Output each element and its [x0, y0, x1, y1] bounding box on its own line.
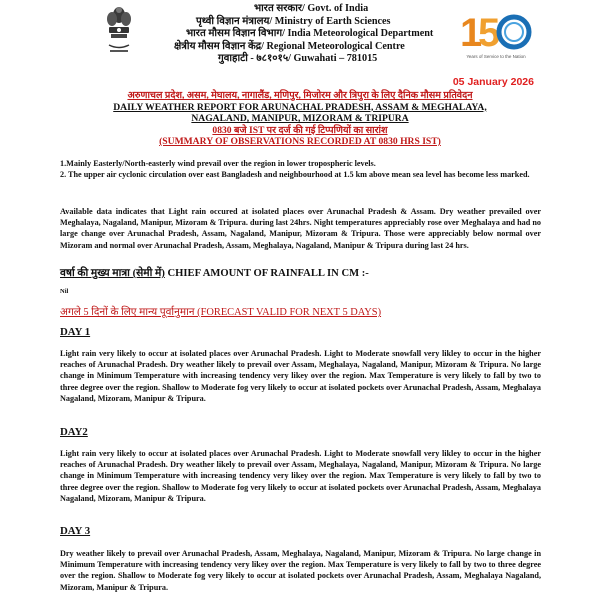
title-english-line2: NAGALAND, MANIPUR, MIZORAM & TRIPURA: [191, 113, 409, 124]
day-3-text: Dry weather likely to prevail over Arunachal Pradesh, Assam, Meghalaya, Nagaland, Manipur, Mizoram & Tripura. No large change in Minimum Temperature with increasing tendency very likey over the region. Max Temperature is very likely to fall by two to three degree over the region. Shallow to Moderate fog very likely to occur at isolated pockets over Arunachal Pradesh, Assam, Meghalaya Nagaland, Mizoram, Manipur & Tripura.: [60, 549, 541, 592]
svg-text:1: 1: [460, 11, 483, 55]
day-1-heading: DAY 1: [60, 326, 91, 338]
svg-text:5: 5: [478, 11, 501, 55]
day-3-heading: DAY 3: [60, 525, 91, 537]
day-3-forecast: [60, 548, 541, 593]
rainfall-heading-english: CHIEF AMOUNT OF RAINFALL IN CM :-: [167, 268, 369, 279]
summary-hindi: 0830 बजे IST पर दर्ज की गई टिप्पणियों का सारांश: [212, 124, 388, 136]
report-titles: [60, 90, 540, 148]
day-2-text: Light rain very likely to occur at isolated places over Arunachal Pradesh. Light to Moderate snowfall very likley to occur in the higher reaches of Arunachal Pradesh. Dry weather likely to prevail over Assam, Meghalaya, Nagaland, Manipur, Mizoram & Tripura. No large change in Minimum Temperature with increasing tendency very likey over the region. Max Temperature is very likely to fall by two to three degree over the region. Shallow to Moderate fog very likely to occur at isolated pockets over Arunachal Pradesh, Assam, Meghalaya Nagaland, Mizoram, Manipur & Tripura.: [60, 449, 541, 503]
header-line-city: गुवाहाटी - ७८१०१५/ Guwahati – 781015: [218, 53, 378, 65]
synoptic-item: 2. The upper air cyclonic circulation over east Bangladesh and neighbourhood at 1.5 km above mean sea level has become less marked.: [60, 170, 530, 180]
title-english-line1: DAILY WEATHER REPORT FOR ARUNACHAL PRADESH, ASSAM & MEGHALAYA,: [113, 101, 487, 113]
title-hindi: अरुणाचल प्रदेश, असम, मेघालय, नागालैंड, मणिपुर, मिजोरम और त्रिपुरा के लिए दैनिक मौसम प्रतिवेदन: [127, 90, 473, 101]
summary-english: (SUMMARY OF OBSERVATIONS RECORDED AT 0830 HRS IST): [159, 136, 441, 147]
rainfall-heading-hindi: वर्षा की मुख्य मात्रा (सेमी में): [60, 268, 165, 279]
logo-caption: Years of Service to the Nation: [466, 54, 526, 59]
synoptic-features: [60, 158, 541, 180]
govt-emblem-icon: [104, 3, 134, 59]
synoptic-item: 1.Mainly Easterly/North-easterly wind prevail over the region in lower tropospheric levels.: [60, 159, 376, 168]
header-line-govt: भारत सरकार/ Govt. of India: [254, 3, 369, 14]
header-line-rmc: क्षेत्रीय मौसम विज्ञान केंद्र/ Regional Meteorological Centre: [174, 40, 405, 52]
day-1-forecast: [60, 348, 541, 404]
rainfall-heading: [60, 266, 369, 280]
header-line-ministry: पृथ्वी विज्ञान मंत्रालय/ Ministry of Earth Sciences: [196, 15, 391, 27]
day-2-heading: DAY2: [60, 426, 88, 438]
rainfall-value: Nil: [60, 288, 69, 295]
observations-text: Available data indicates that Light rain occured at isolated places over Arunachal Pradesh & Assam. Dry weather prevailed over Meghalaya, Nagaland, Manipur, Mizoram & Tripura. during last 24hrs. Night temperatures appreciably rose over Meghalaya and had no large change over Arunachal Pradesh, Assam, Nagaland, Manipur, Mizoram & Tripura. Those were appreciably below normal over Mizoram and normal over Arunachal Pradesh, Assam, Meghalaya, Nagaland, Manipur & Tripura during last 24 hrs.: [60, 207, 541, 250]
day-1-text: Light rain very likely to occur at isolated places over Arunachal Pradesh. Light to Moderate snowfall very likley to occur in the higher reaches of Arunachal Pradesh. Dry weather likely to prevail over Assam, Meghalaya, Nagaland, Manipur, Mizoram & Tripura. No large change in Minimum Temperature with increasing tendency very likey over the region. Max Temperature is very likely to fall by two to three degree over the region. Shallow to Moderate fog very likely to occur at isolated pockets over Arunachal Pradesh, Assam, Meghalaya Nagaland, Mizoram, Manipur & Tripura.: [60, 349, 541, 403]
observations-paragraph: [60, 206, 541, 251]
day-2-forecast: [60, 448, 541, 504]
header-line-imd: भारत मौसम विज्ञान विभाग/ India Meteorological Department: [186, 28, 434, 40]
report-date: 05 January 2026: [452, 76, 534, 88]
forecast-heading: अगले 5 दिनों के लिए मान्य पूर्वानुमान (FORECAST VALID FOR NEXT 5 DAYS): [60, 307, 382, 318]
header-block: [138, 3, 448, 66]
imd-150-years-logo: [458, 6, 534, 64]
